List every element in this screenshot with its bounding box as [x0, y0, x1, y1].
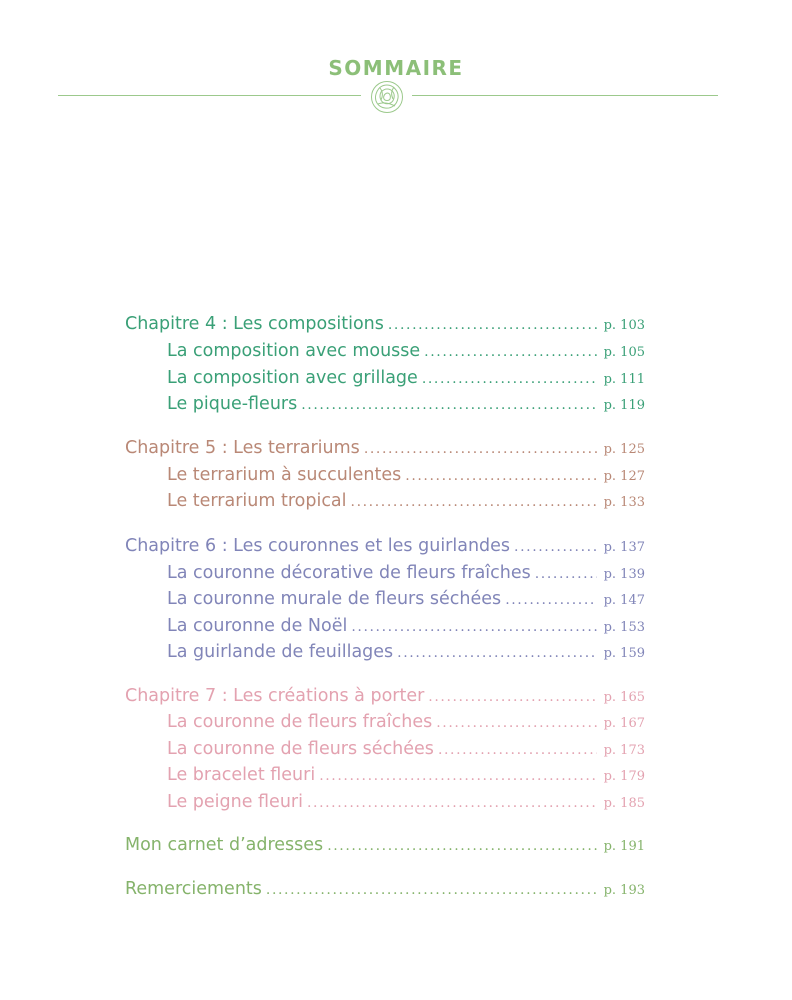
toc-page-number: p. 137 — [603, 540, 645, 555]
dot-leader — [424, 344, 597, 360]
toc-entry[interactable] — [167, 491, 645, 515]
dot-leader — [301, 397, 597, 413]
toc-entry-title: Chapitre 7 : Les créations à porter — [125, 686, 425, 706]
toc-entry-title: La couronne de fleurs séchées — [167, 739, 434, 759]
toc-entry-title: Le terrarium tropical — [167, 491, 347, 511]
toc-entry[interactable] — [167, 394, 645, 418]
dot-leader — [505, 592, 597, 608]
toc-entry-title: Mon carnet d’adresses — [125, 835, 324, 855]
dot-leader — [436, 715, 597, 731]
dot-leader — [307, 795, 597, 811]
toc-page-number: p. 153 — [603, 620, 645, 635]
toc-chapter-4[interactable] — [125, 314, 645, 338]
toc-entry[interactable] — [167, 792, 645, 816]
toc-entry-title: La composition avec mousse — [167, 341, 421, 361]
toc-entry-title: Chapitre 6 : Les couronnes et les guirlandes — [125, 536, 511, 556]
dot-leader — [514, 539, 597, 555]
toc-entry[interactable] — [167, 368, 645, 392]
toc-acknowledgements[interactable] — [125, 879, 645, 903]
toc-page-number: p. 193 — [603, 883, 645, 898]
toc-entry-title: Chapitre 4 : Les compositions — [125, 314, 384, 334]
toc-entry[interactable] — [167, 589, 645, 613]
toc-page-number: p. 119 — [603, 398, 645, 413]
page-title: SOMMAIRE — [328, 56, 464, 80]
toc-entry[interactable] — [167, 465, 645, 489]
dot-leader — [438, 742, 597, 758]
toc-entry[interactable] — [167, 712, 645, 736]
toc-entry[interactable] — [167, 765, 645, 789]
toc-address-book[interactable] — [125, 835, 645, 859]
toc-page-number: p. 159 — [603, 646, 645, 661]
toc-page-number: p. 111 — [603, 372, 645, 387]
toc-entry-title: La couronne de Noël — [167, 616, 348, 636]
toc-entry-title: La couronne murale de fleurs séchées — [167, 589, 502, 609]
toc-page-number: p. 191 — [603, 839, 645, 854]
dot-leader — [535, 566, 597, 582]
toc-chapter-6[interactable] — [125, 536, 645, 560]
toc-entry-title: Le bracelet fleuri — [167, 765, 316, 785]
toc-entry[interactable] — [167, 563, 645, 587]
toc-page-number: p. 173 — [603, 743, 645, 758]
toc-page-number: p. 185 — [603, 796, 645, 811]
toc-entry-title: Le peigne fleuri — [167, 792, 303, 812]
toc-entry-title: Le terrarium à succulentes — [167, 465, 402, 485]
toc-entry-title: Remerciements — [125, 879, 262, 899]
dot-leader — [351, 494, 597, 510]
toc-entry[interactable] — [167, 616, 645, 640]
dot-leader — [319, 768, 597, 784]
toc-page-number: p. 133 — [603, 495, 645, 510]
dot-leader — [266, 882, 597, 898]
toc-entry-title: La guirlande de feuillages — [167, 642, 394, 662]
toc-entry-title: La composition avec grillage — [167, 368, 418, 388]
dot-leader — [388, 317, 597, 333]
toc-page-number: p. 167 — [603, 716, 645, 731]
toc-entry-title: La couronne de fleurs fraîches — [167, 712, 433, 732]
toc-page-number: p. 125 — [603, 442, 645, 457]
toc-chapter-7[interactable] — [125, 686, 645, 710]
toc-entry-title: La couronne décorative de fleurs fraîches — [167, 563, 531, 583]
dot-leader — [428, 689, 597, 705]
toc-page-number: p. 103 — [603, 318, 645, 333]
dot-leader — [327, 838, 597, 854]
toc-entry[interactable] — [167, 341, 645, 365]
toc-page-number: p. 105 — [603, 345, 645, 360]
toc-page-number: p. 139 — [603, 567, 645, 582]
toc-entry-title: Chapitre 5 : Les terrariums — [125, 438, 360, 458]
dot-leader — [364, 441, 597, 457]
dot-leader — [397, 645, 597, 661]
toc-page-number: p. 179 — [603, 769, 645, 784]
toc-page-number: p. 127 — [603, 469, 645, 484]
toc-chapter-5[interactable] — [125, 438, 645, 462]
toc-page-number: p. 147 — [603, 593, 645, 608]
toc-entry[interactable] — [167, 642, 645, 666]
toc-page-number: p. 165 — [603, 690, 645, 705]
dot-leader — [422, 371, 597, 387]
dot-leader — [351, 619, 597, 635]
toc-entry[interactable] — [167, 739, 645, 763]
toc-entry-title: Le pique-fleurs — [167, 394, 298, 414]
dot-leader — [405, 468, 597, 484]
